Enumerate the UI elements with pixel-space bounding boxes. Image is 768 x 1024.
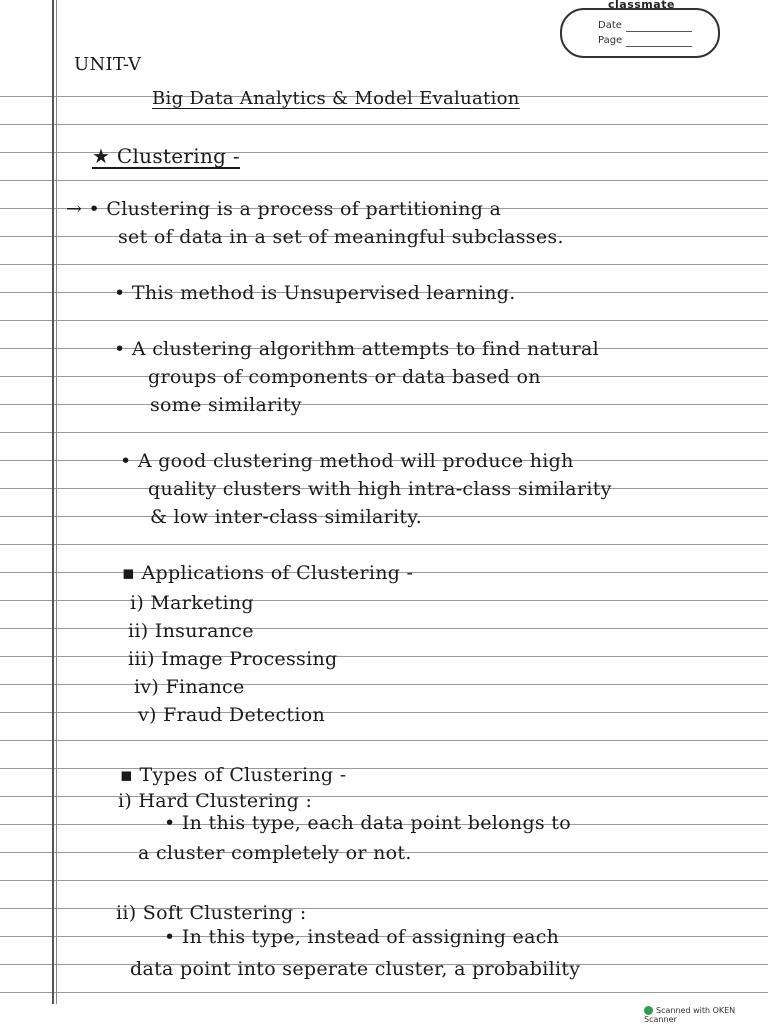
soft-line1: • In this type, instead of assigning each: [164, 926, 560, 948]
date-line: [626, 31, 692, 32]
scanner-watermark: [644, 1006, 768, 1024]
hard-line2: a cluster completely or not.: [138, 842, 412, 864]
soft-line2: data point into seperate cluster, a probability: [130, 958, 581, 980]
clustering-heading: ★ Clustering -: [92, 144, 240, 168]
para2-line1: • This method is Unsupervised learning.: [114, 282, 516, 304]
page-line: [626, 46, 692, 47]
margin-line-inner: [56, 0, 57, 1004]
para4-line2: quality clusters with high intra-class similarity: [148, 478, 612, 500]
para1-line1: → • Clustering is a process of partitioning a: [66, 198, 502, 220]
date-page-box: [560, 8, 720, 58]
para3-line3: some similarity: [150, 394, 302, 416]
hard-clustering-heading: i) Hard Clustering :: [118, 790, 313, 812]
date-label: Date: [598, 20, 622, 31]
para3-line1: • A clustering algorithm attempts to find natural: [114, 338, 600, 360]
application-item: v) Fraud Detection: [138, 704, 326, 726]
para4-line3: & low inter-class similarity.: [150, 506, 423, 528]
soft-clustering-heading: ii) Soft Clustering :: [116, 902, 307, 924]
applications-heading: ▪ Applications of Clustering -: [122, 562, 414, 584]
para3-line2: groups of components or data based on: [148, 366, 541, 388]
para1-line2: set of data in a set of meaningful subclasses.: [118, 226, 564, 248]
margin-line: [52, 0, 54, 1004]
scanner-logo-icon: [644, 1006, 653, 1015]
types-heading: ▪ Types of Clustering -: [120, 764, 347, 786]
scanner-text: Scanned with OKEN Scanner: [644, 1006, 736, 1024]
brand-logo: classmate: [608, 0, 675, 11]
application-item: iii) Image Processing: [128, 648, 338, 670]
page-label: Page: [598, 35, 623, 46]
application-item: i) Marketing: [130, 592, 254, 614]
page-title: Big Data Analytics & Model Evaluation: [152, 88, 520, 109]
application-item: iv) Finance: [134, 676, 245, 698]
para4-line1: • A good clustering method will produce high: [120, 450, 574, 472]
unit-label: UNIT-V: [74, 54, 142, 75]
application-item: ii) Insurance: [128, 620, 254, 642]
hard-line1: • In this type, each data point belongs to: [164, 812, 571, 834]
